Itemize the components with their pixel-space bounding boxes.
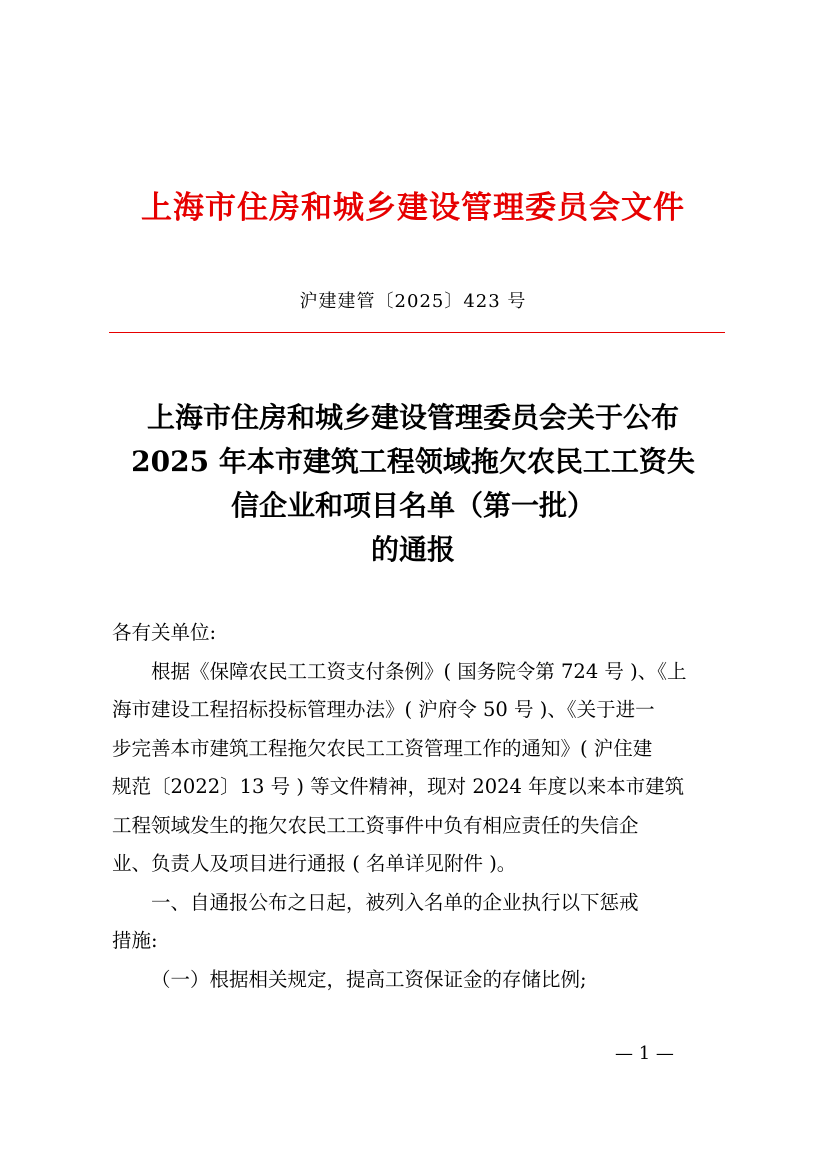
text-line: 工程领域发生的拖欠农民工工资事件中负有相应责任的失信企 bbox=[112, 813, 639, 837]
text-line: 根据《保障农民工工资支付条例》( 国务院令第 724 号 )、《上 bbox=[151, 659, 687, 683]
text-line: 步完善本市建筑工程拖欠农民工工资管理工作的通知》( 沪住建 bbox=[112, 736, 653, 760]
text-line: 海市建设工程招标投标管理办法》( 沪府令 50 号 )、《关于进一 bbox=[112, 698, 655, 721]
document-number: 沪建建管〔2025〕423 号 bbox=[299, 291, 527, 312]
document-body bbox=[112, 614, 716, 999]
document-title bbox=[100, 396, 726, 572]
title-line: 信企业和项目名单（第一批） bbox=[230, 489, 595, 522]
paragraph-measures bbox=[112, 884, 716, 961]
title-line: 2025 年本市建筑工程领域拖欠农民工工资失 bbox=[131, 445, 695, 478]
title-line: 上海市住房和城乡建设管理委员会关于公布 bbox=[146, 401, 679, 434]
page-number: — 1 — bbox=[615, 1043, 674, 1064]
issuer-header: 上海市住房和城乡建设管理委员会文件 bbox=[141, 190, 685, 226]
text-line: 措施: bbox=[112, 929, 158, 952]
red-divider bbox=[109, 332, 725, 333]
text-line: 一、自通报公布之日起，被列入名单的企业执行以下惩戒 bbox=[151, 890, 639, 914]
title-line: 的通报 bbox=[370, 533, 455, 566]
text-line: 规范〔2022〕13 号 ) 等文件精神，现对 2024 年度以来本市建筑 bbox=[112, 775, 685, 798]
text-line: （一）根据相关规定，提高工资保证金的存储比例; bbox=[151, 967, 587, 991]
paragraph-measure-item-1 bbox=[112, 961, 716, 1000]
paragraph-basis bbox=[112, 653, 716, 884]
text-line: 业、负责人及项目进行通报 ( 名单详见附件 )。 bbox=[112, 852, 517, 875]
salutation: 各有关单位: bbox=[112, 621, 217, 644]
